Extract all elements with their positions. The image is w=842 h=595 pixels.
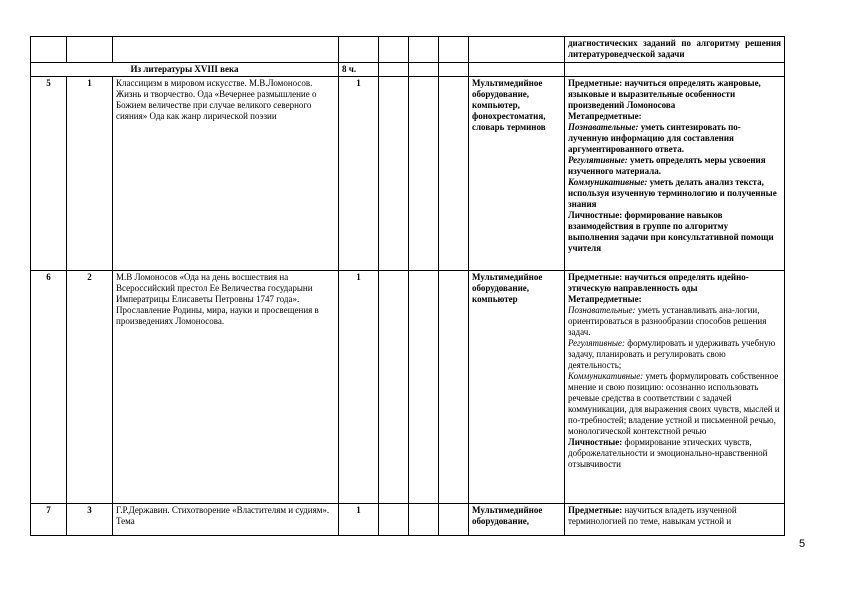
lesson-number: 2 xyxy=(67,271,113,504)
results xyxy=(565,77,785,271)
cell xyxy=(409,37,439,63)
cell xyxy=(31,37,67,63)
cell xyxy=(67,37,113,63)
cell xyxy=(409,504,439,536)
cell xyxy=(565,63,785,77)
result-label: Метапредметные: xyxy=(568,111,642,121)
cell xyxy=(409,77,439,271)
results xyxy=(565,504,785,536)
table-row xyxy=(31,271,785,504)
continuation-results: диагностических заданий по алгоритму решения литературоведческой задачи xyxy=(565,37,785,63)
result-text: уметь делать анализ текста, используя изученную терминологию и полученные знания xyxy=(568,177,777,209)
results xyxy=(565,271,785,504)
result-text: формулировать и удерживать учебную задачу, планировать и регулировать свою деятельность; xyxy=(568,338,776,370)
row-number: 7 xyxy=(31,504,67,536)
cell xyxy=(439,63,469,77)
result-text: формирование этических чувств, доброжелательности и эмоционально-нравственной отзывчивости xyxy=(568,437,768,469)
equipment: Мультимедийное оборудование, компьютер, фонохрестоматия, словарь терминов xyxy=(469,77,565,271)
continuation-row xyxy=(31,37,785,63)
cell xyxy=(339,37,379,63)
lesson-hours: 1 xyxy=(339,271,379,504)
lesson-plan-table xyxy=(30,36,785,536)
lesson-topic: Г.Р.Державин. Стихотворение «Властителям и судиям». Тема xyxy=(113,504,339,536)
cell xyxy=(379,504,409,536)
cell xyxy=(379,37,409,63)
result-label: Регулятивные: xyxy=(568,155,628,165)
row-number: 6 xyxy=(31,271,67,504)
lesson-hours: 1 xyxy=(339,77,379,271)
section-hours: 8 ч. xyxy=(339,63,379,77)
section-row xyxy=(31,63,785,77)
cell xyxy=(439,37,469,63)
result-text: уметь формулировать собственное мнение и свою позицию: осознанно использовать речевые средства в соответствии с задачей коммуникации, для выражения своих чувств, мыслей и по-требностей; владение устной и письменной речью, монологической контекстной речью xyxy=(568,371,780,436)
lesson-hours: 1 xyxy=(339,504,379,536)
equipment: Мультимедийное оборудование, xyxy=(469,504,565,536)
cell xyxy=(469,37,565,63)
result-text: формирование навыков взаимодействия в группе по алгоритму выполнения задачи при консультативной помощи учителя xyxy=(568,210,774,253)
result-label: Личностные: xyxy=(568,210,623,220)
result-text: уметь определять меры усвоения изученного материала. xyxy=(568,155,766,176)
result-label: Коммуникативные: xyxy=(568,371,644,381)
result-label: Предметные: xyxy=(568,505,623,515)
row-number: 5 xyxy=(31,77,67,271)
result-text: научиться определять жанровые, языковые и выразительные особенности произведений Ломоносова xyxy=(568,78,761,110)
result-label: Личностные: xyxy=(568,437,623,447)
result-text: уметь устанавливать ана-логии, ориентироваться в разнообразии способов решения задач. xyxy=(568,305,767,337)
result-label: Коммуникативные: xyxy=(568,177,648,187)
lesson-topic: М.В Ломоносов «Ода на день восшествия на Всероссийский престол Ее Величества государыни Императрицы Елисаветы Петровны 1747 года». Прославление Родины, мира, науки и просвещения в произведениях Ломоносова. xyxy=(113,271,339,504)
result-text: научиться владеть изученной терминологией по теме, навыкам устной и xyxy=(568,505,737,526)
cell xyxy=(439,77,469,271)
cell xyxy=(409,63,439,77)
table-row xyxy=(31,77,785,271)
page-number: 5 xyxy=(799,538,806,550)
lesson-number: 1 xyxy=(67,77,113,271)
cell xyxy=(409,271,439,504)
cell xyxy=(379,271,409,504)
equipment: Мультимедийное оборудование, компьютер xyxy=(469,271,565,504)
lesson-topic: Классицизм в мировом искусстве. М.В.Ломоносов. Жизнь и творчество. Ода «Вечернее размышление о Божием величестве при случае великого северного сияния» Ода как жанр лирической поэзии xyxy=(113,77,339,271)
result-text: научиться определять идейно-этическую направленность оды xyxy=(568,272,749,293)
cell xyxy=(379,77,409,271)
section-title: Из литературы XVIII века xyxy=(31,63,339,77)
cell xyxy=(113,37,339,63)
table-row xyxy=(31,504,785,536)
result-text: уметь синтезировать по-лученную информацию для составления аргументированного ответа. xyxy=(568,122,741,154)
result-label: Познавательные: xyxy=(568,305,636,315)
lesson-number: 3 xyxy=(67,504,113,536)
cell xyxy=(439,271,469,504)
cell xyxy=(379,63,409,77)
cell xyxy=(439,504,469,536)
cell xyxy=(469,63,565,77)
result-label: Предметные: xyxy=(568,272,623,282)
result-label: Предметные: xyxy=(568,78,623,88)
result-label: Познавательные: xyxy=(568,122,639,132)
result-label: Регулятивные: xyxy=(568,338,625,348)
result-label: Метапредметные: xyxy=(568,294,642,304)
